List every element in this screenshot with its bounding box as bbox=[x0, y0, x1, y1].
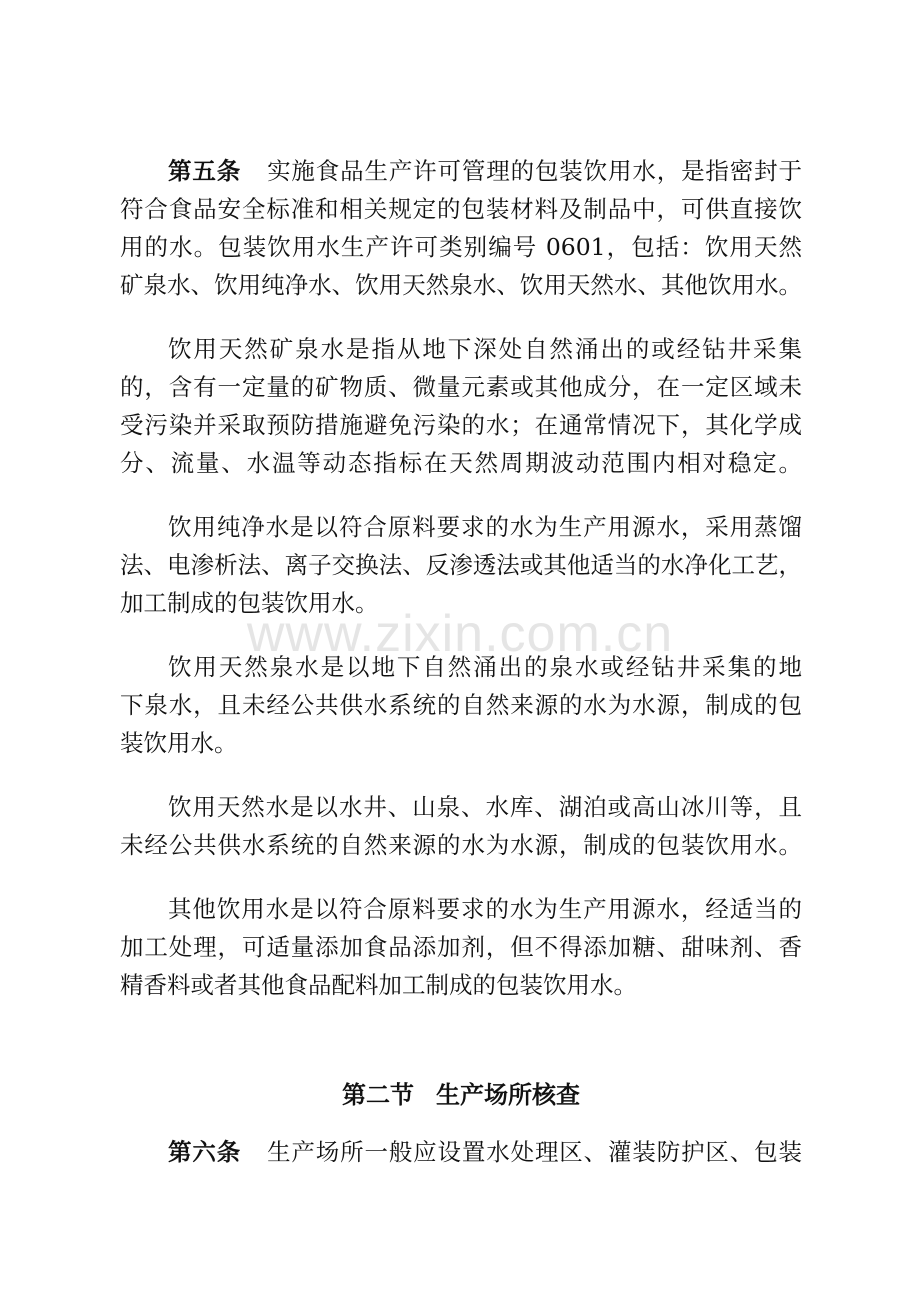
text-line bbox=[120, 508, 802, 546]
text-line bbox=[120, 890, 802, 928]
line-text: 法、电渗析法、离子交换法、反渗透法或其他适当的水净化工艺， bbox=[120, 551, 802, 579]
line-text: 未经公共供水系统的自然来源的水为水源，制成的包装饮用水。 bbox=[120, 831, 802, 859]
paragraph bbox=[120, 330, 802, 482]
article-6-paragraph bbox=[120, 1133, 802, 1171]
line-text: 其他饮用水是以符合原料要求的水为生产用源水，经适当的 bbox=[168, 895, 802, 923]
line-text: 饮用纯净水是以符合原料要求的水为生产用源水，采用蒸馏 bbox=[168, 513, 802, 541]
text-line bbox=[120, 406, 802, 444]
line-text: 生产场所一般应设置水处理区、灌装防护区、包装 bbox=[267, 1138, 802, 1166]
paragraph bbox=[120, 890, 802, 1004]
text-line bbox=[120, 788, 802, 826]
line-text: 饮用天然水是以水井、山泉、水库、湖泊或高山冰川等，且 bbox=[168, 793, 802, 821]
article-number: 第五条 bbox=[168, 157, 242, 185]
section-heading bbox=[120, 1076, 802, 1114]
text-line bbox=[120, 686, 802, 724]
paragraph bbox=[120, 508, 802, 622]
line-text: 饮用天然矿泉水是指从地下深处自然涌出的或经钻井采集 bbox=[168, 335, 802, 363]
text-line bbox=[120, 228, 802, 266]
section-number: 第二节 bbox=[342, 1081, 414, 1109]
line-text: 精香料或者其他食品配料加工制成的包装饮用水。 bbox=[120, 971, 637, 999]
line-text: 分、流量、水温等动态指标在天然周期波动范围内相对稳定。 bbox=[120, 449, 802, 477]
text-line bbox=[120, 444, 802, 482]
line-text: 下泉水，且未经公共供水系统的自然来源的水为水源，制成的包 bbox=[120, 691, 802, 719]
text-line bbox=[120, 152, 802, 190]
line-text: 饮用天然泉水是以地下自然涌出的泉水或经钻井采集的地 bbox=[168, 653, 802, 681]
article-5-paragraph bbox=[120, 152, 802, 304]
line-text: 装饮用水。 bbox=[120, 729, 238, 757]
line-text: 用的水。包装饮用水生产许可类别编号 0601，包括：饮用天然 bbox=[120, 233, 802, 261]
line-text: 加工处理，可适量添加食品添加剂，但不得添加糖、甜味剂、香 bbox=[120, 933, 802, 961]
watermark: www.zixin.com.cn bbox=[246, 605, 674, 663]
line-text: 的，含有一定量的矿物质、微量元素或其他成分，在一定区域未 bbox=[120, 373, 802, 401]
text-line bbox=[120, 826, 802, 864]
paragraph bbox=[120, 788, 802, 864]
text-line bbox=[120, 584, 802, 622]
text-line bbox=[120, 724, 802, 762]
text-line bbox=[120, 190, 802, 228]
line-text: 矿泉水、饮用纯净水、饮用天然泉水、饮用天然水、其他饮用水。 bbox=[120, 271, 802, 299]
text-line bbox=[120, 330, 802, 368]
text-line bbox=[120, 928, 802, 966]
document-body bbox=[120, 152, 802, 1171]
paragraph bbox=[120, 648, 802, 762]
text-line bbox=[120, 1133, 802, 1171]
text-line bbox=[120, 966, 802, 1004]
text-line bbox=[120, 648, 802, 686]
article-number: 第六条 bbox=[168, 1138, 242, 1166]
line-text: 加工制成的包装饮用水。 bbox=[120, 589, 379, 617]
text-line bbox=[120, 546, 802, 584]
section-title: 生产场所核查 bbox=[436, 1081, 580, 1109]
line-text: 受污染并采取预防措施避免污染的水；在通常情况下，其化学成 bbox=[120, 411, 802, 439]
text-line bbox=[120, 368, 802, 406]
text-line bbox=[120, 266, 802, 304]
line-text: 实施食品生产许可管理的包装饮用水，是指密封于 bbox=[267, 157, 802, 185]
line-text: 符合食品安全标准和相关规定的包装材料及制品中，可供直接饮 bbox=[120, 195, 802, 223]
